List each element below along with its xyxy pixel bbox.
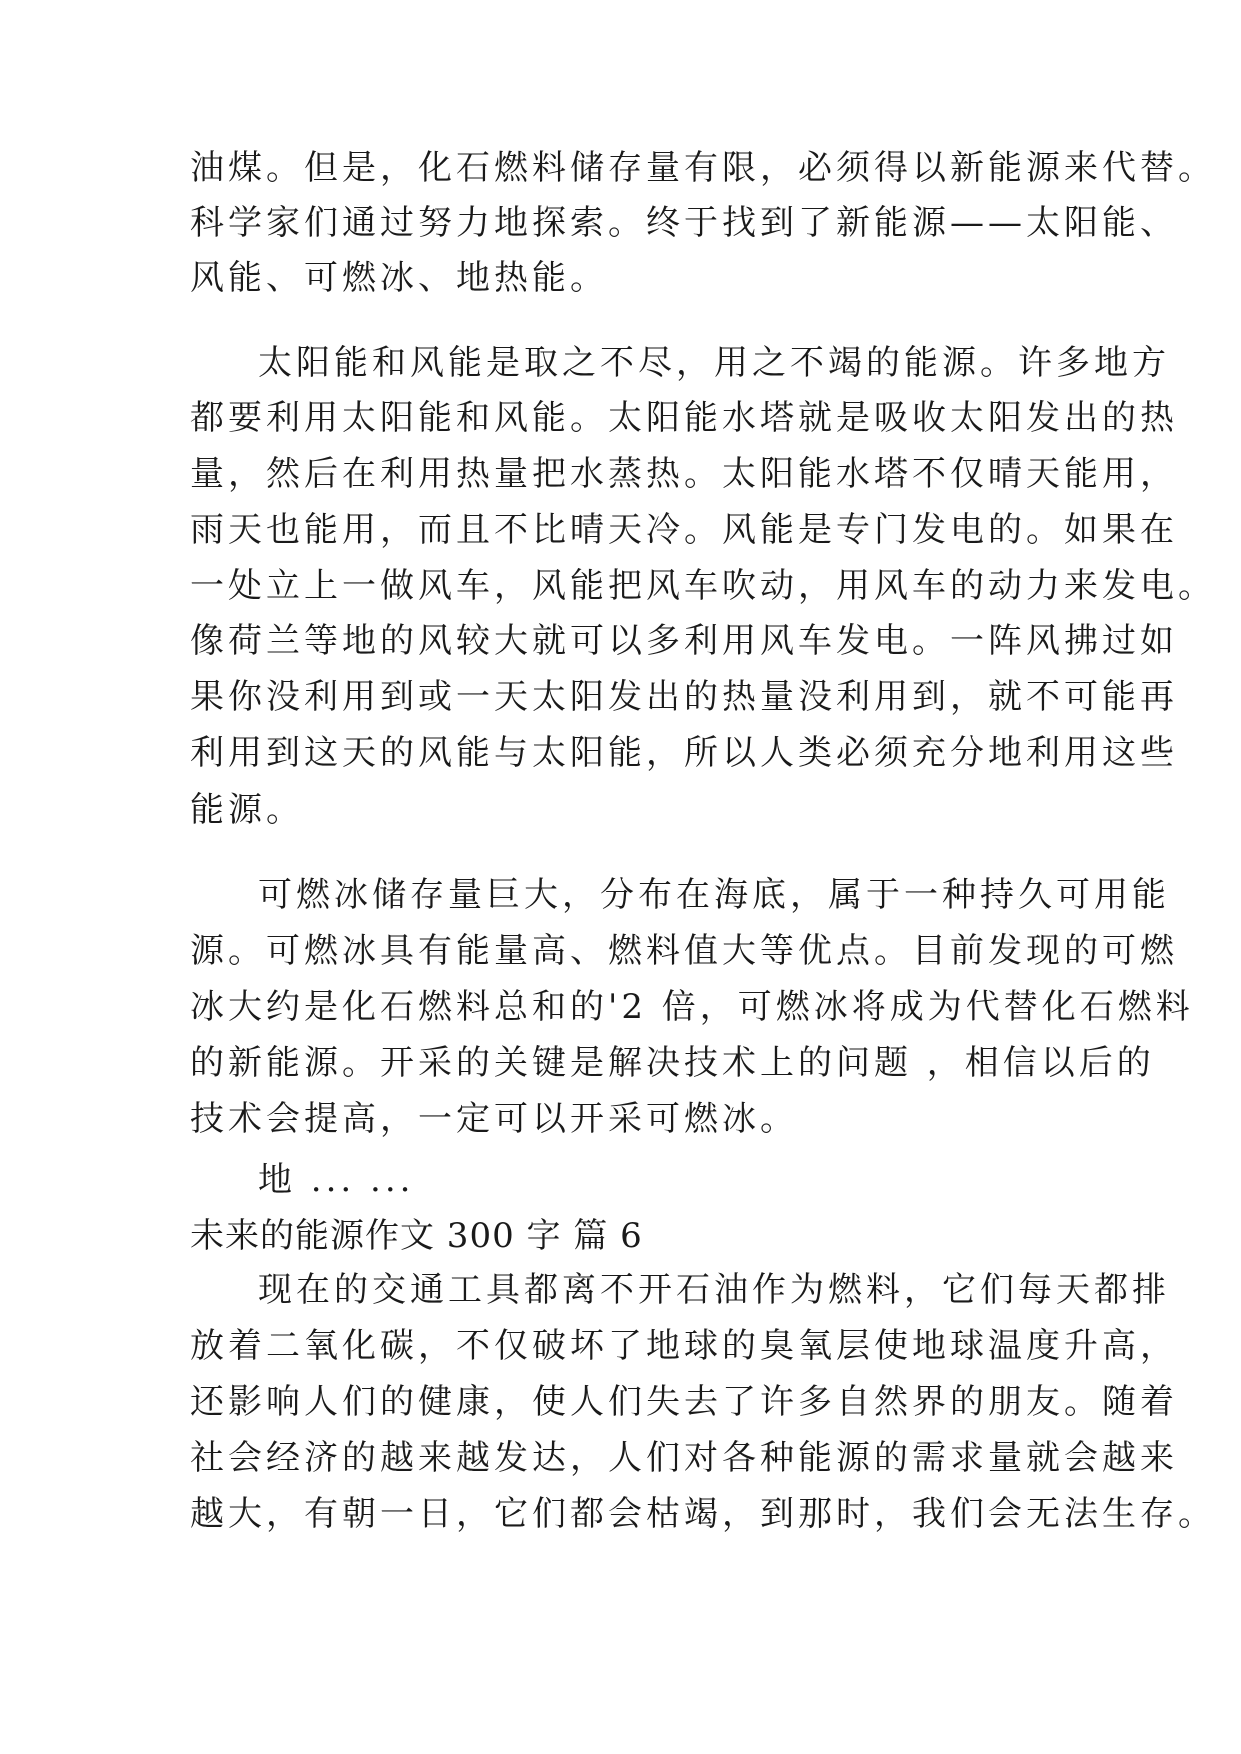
paragraph-5-line-1: 现在的交通工具都离不开石油作为燃料，它们每天都排 [258, 1270, 1170, 1310]
paragraph-2-line-2: 都要利用太阳能和风能。太阳能水塔就是吸收太阳发出的热 [190, 398, 1178, 438]
paragraph-2-line-1: 太阳能和风能是取之不尽，用之不竭的能源。许多地方 [258, 343, 1170, 383]
paragraph-2-line-9: 能源。 [190, 790, 304, 830]
paragraph-2-line-4: 雨天也能用，而且不比晴天冷。风能是专门发电的。如果在 [190, 510, 1178, 550]
paragraph-3-line-3: 冰大约是化石燃料总和的'2 倍，可燃冰将成为代替化石燃料 [190, 987, 1194, 1027]
paragraph-3-line-1: 可燃冰储存量巨大，分布在海底，属于一种持久可用能 [258, 875, 1170, 915]
paragraph-5-line-5: 越大，有朝一日，它们都会枯竭，到那时，我们会无法生存。 [190, 1494, 1216, 1534]
paragraph-3-line-2: 源。可燃冰具有能量高、燃料值大等优点。目前发现的可燃 [190, 931, 1178, 971]
paragraph-4-line-1: 地 ... ... [258, 1160, 415, 1200]
paragraph-2-line-8: 利用到这天的风能与太阳能，所以人类必须充分地利用这些 [190, 733, 1178, 773]
paragraph-2-line-7: 果你没利用到或一天太阳发出的热量没利用到，就不可能再 [190, 677, 1178, 717]
paragraph-3-line-5: 技术会提高，一定可以开采可燃冰。 [190, 1099, 798, 1139]
paragraph-2-line-3: 量，然后在利用热量把水蒸热。太阳能水塔不仅晴天能用， [190, 454, 1178, 494]
section-heading: 未来的能源作文 300 字 篇 6 [190, 1216, 643, 1256]
paragraph-1-line-2: 科学家们通过努力地探索。终于找到了新能源——太阳能、 [190, 203, 1178, 243]
paragraph-5-line-2: 放着二氧化碳，不仅破坏了地球的臭氧层使地球温度升高， [190, 1326, 1178, 1366]
paragraph-3-line-4: 的新能源。开采的关键是解决技术上的问题 ，相信以后的 [190, 1043, 1155, 1083]
paragraph-1-line-3: 风能、可燃冰、地热能。 [190, 258, 608, 298]
paragraph-5-line-4: 社会经济的越来越发达，人们对各种能源的需求量就会越来 [190, 1438, 1178, 1478]
paragraph-5-line-3: 还影响人们的健康，使人们失去了许多自然界的朋友。随着 [190, 1382, 1178, 1422]
paragraph-2-line-5: 一处立上一做风车，风能把风车吹动，用风车的动力来发电。 [190, 566, 1216, 606]
paragraph-2-line-6: 像荷兰等地的风较大就可以多利用风车发电。一阵风拂过如 [190, 621, 1178, 661]
paragraph-1-line-1: 油煤。但是，化石燃料储存量有限，必须得以新能源来代替。 [190, 148, 1216, 188]
